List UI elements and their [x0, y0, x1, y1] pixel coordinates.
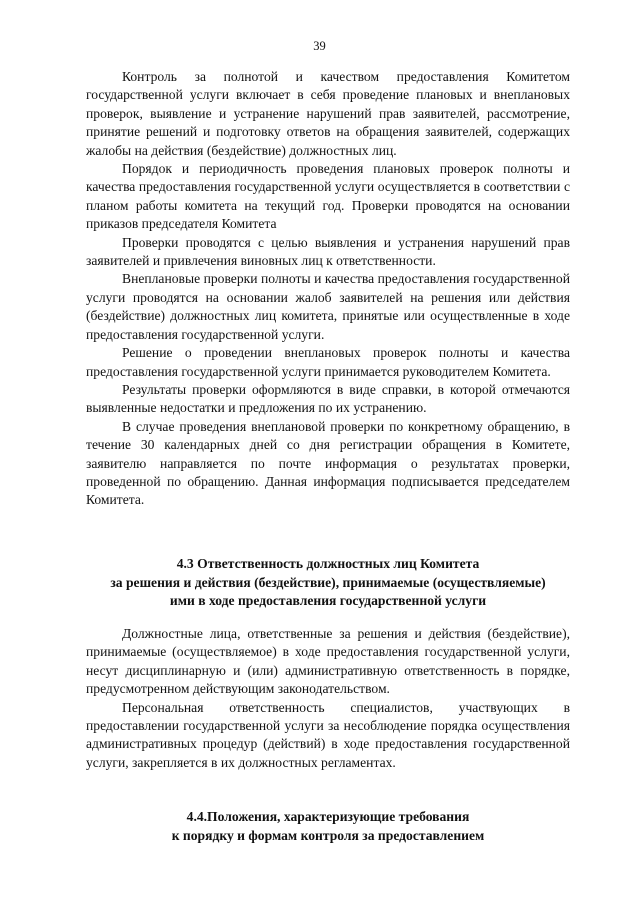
- paragraph: Результаты проверки оформляются в виде справки, в которой отмечаются выявленные недостатки и предложения по их устранению.: [86, 381, 570, 416]
- paragraph: Контроль за полнотой и качеством предоставления Комитетом государственной услуги включает в себя проведение плановых и внеплановых проверок, выявление и устранение нарушений прав заявителей, рассмотрение, принятие решений и подготовку ответов на обращения заявителей, содержащих жалобы на действия (бездействие) должностных лиц.: [86, 69, 570, 158]
- paragraph: Решение о проведении внеплановых проверок полноты и качества предоставления государственной услуги принимается руководителем Комитета.: [86, 345, 570, 379]
- paragraph: Персональная ответственность специалистов, участвующих в предоставлении государственной услуги за несоблюдение порядка осуществления административных процедур (действий) в ходе предоставления государственной услуги, закрепляется в их должностных регламентах.: [86, 699, 570, 770]
- paragraph: Проверки проводятся с целью выявления и устранения нарушений прав заявителей и привлечения виновных лиц к ответственности.: [86, 234, 570, 269]
- paragraph: Должностные лица, ответственные за решения и действия (бездействие), принимаемые (осуществляемое) в ходе предоставления государственной услуги, несут дисциплинарную и (или) административную ответственность в порядке, предусмотренном действующим законодательством.: [86, 626, 570, 697]
- paragraph: Внеплановые проверки полноты и качества предоставления государственной услуги проводятся на основании жалоб заявителей на решения или действия (бездействие) должностных лиц комитета, принятые или осуществленные в ходе предоставления государственной услуги.: [86, 271, 570, 342]
- paragraph: Порядок и периодичность проведения плановых проверок полноты и качества предоставления государственной услуги осуществляется в соответствии с планом работы комитета на текущий год. Проверки проводятся на основании приказов председателя Комитета: [86, 161, 570, 232]
- heading-line: 4.3 Ответственность должностных лиц Комитета: [176, 556, 480, 571]
- heading-line: 4.4.Положения, характеризующие требования: [186, 809, 470, 824]
- section-4-3-body: [86, 625, 570, 772]
- page-number: 39: [313, 39, 326, 53]
- section-4-3-heading: [86, 555, 570, 611]
- heading-line: к порядку и формам контроля за предоставлением: [171, 827, 485, 843]
- intro-body: [86, 68, 570, 510]
- section-4-4-heading: [86, 808, 570, 845]
- paragraph: В случае проведения внеплановой проверки по конкретному обращению, в течение 30 календарных дней со дня регистрации обращения в Комитете, заявителю направляется по почте информация о результатах проверки, проведенной по обращению. Данная информация подписывается председателем Комитета.: [86, 418, 570, 508]
- heading-line: за решения и действия (бездействие), принимаемые (осуществляемые): [110, 574, 546, 590]
- heading-line: ими в ходе предоставления государственной услуги: [169, 593, 487, 609]
